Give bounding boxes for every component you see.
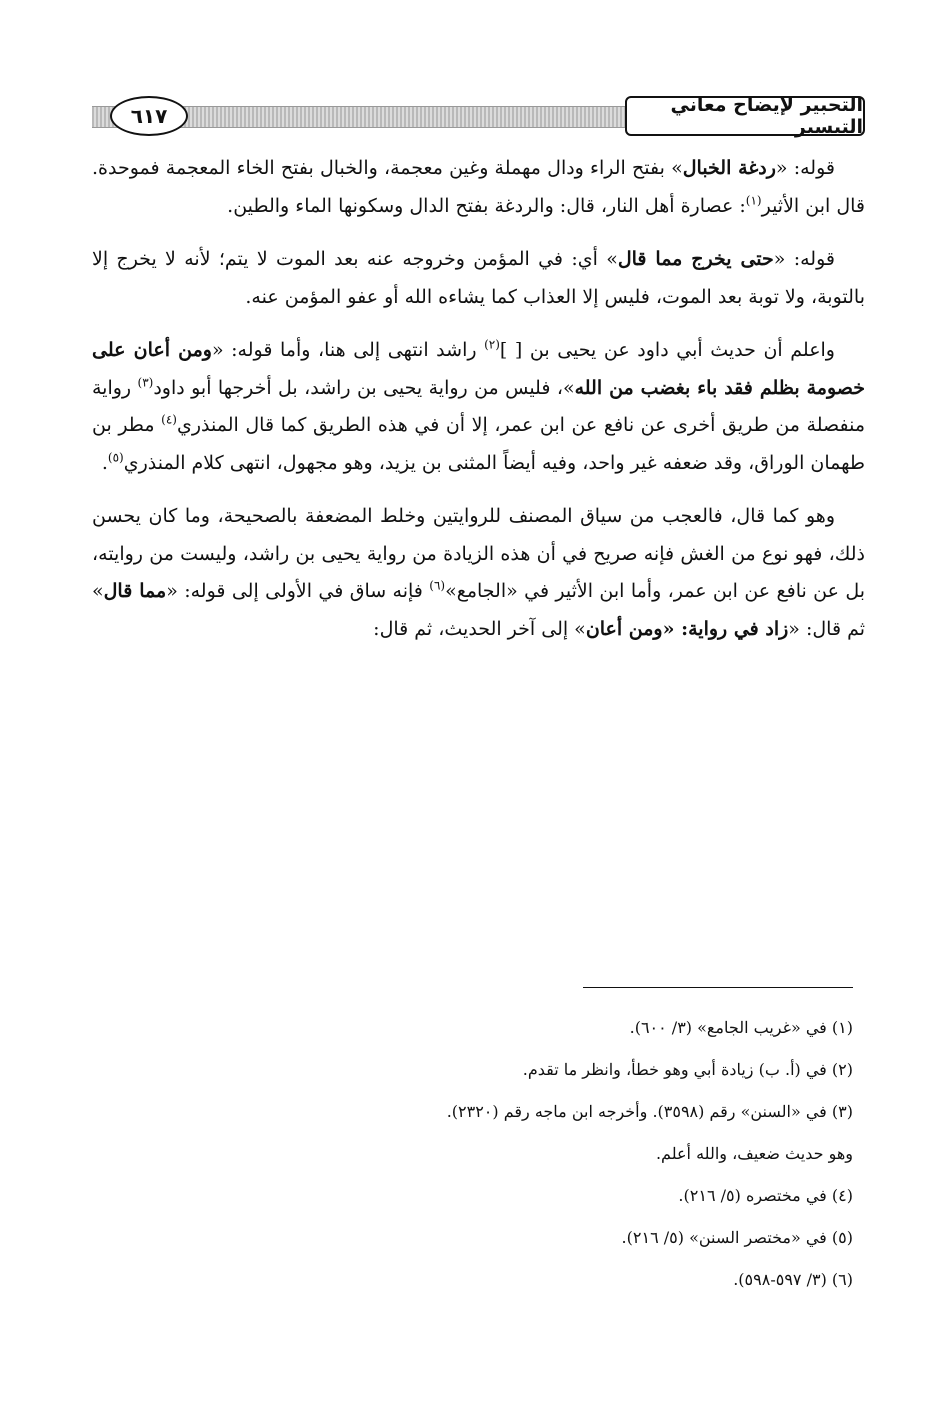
main-text	[92, 150, 865, 664]
footnote-ref: (٥)	[107, 450, 124, 465]
paragraph	[92, 150, 865, 225]
text-run: راشد انتهى إلى هنا، وأما قوله: «	[211, 339, 485, 361]
text-run: قوله: «	[775, 157, 835, 179]
footnote-ref: (٢)	[484, 337, 500, 352]
footnote-ref: (٣)	[137, 375, 154, 390]
text-run: » أي: في المؤمن وخروجه عنه بعد الموت لا يتم؛ لأنه لا يخرج إلا بالتوبة، ولا توبة بعد الموت، فليس إلا العذاب كما يشاءه الله أو عفو المؤمن عنه.	[92, 248, 865, 308]
text-run: رواية منفصلة من طريق أخرى عن نافع عن ابن عمر، إلا أن في هذه الطريق كما قال المنذري	[92, 376, 866, 436]
footnote-ref: (٦)	[429, 578, 446, 593]
quoted-hadith-text: ردغة الخبال	[682, 157, 776, 179]
footnote-ref: (٤)	[161, 412, 177, 427]
text-run: فإنه ساق في الأولى إلى قوله: «	[166, 580, 430, 602]
text-run: » بفتح الراء ودال مهملة وغين معجمة، والخبال بفتح الخاء المعجمة فموحدة. قال ابن الأثير	[92, 157, 865, 217]
footnote: وهو حديث ضعيف، والله أعلم.	[655, 1144, 853, 1163]
footnote: (٥) في «مختصر السنن» (٥/ ٢١٦).	[621, 1228, 853, 1247]
text-run: »، فليس من رواية يحيى بن راشد، بل أخرجها أبو داود	[153, 376, 575, 399]
footnote: (٦) (٣/ ٥٩٧-٥٩٨).	[733, 1270, 853, 1289]
quoted-hadith-text: حتى يخرج مما قال	[617, 248, 774, 270]
footnote: (٣) في «السنن» رقم (٣٥٩٨). وأخرجه ابن ماجه رقم (٢٣٢٠).	[446, 1102, 853, 1121]
footnote: (١) في «غريب الجامع» (٣/ ٦٠٠).	[629, 1018, 853, 1037]
text-run: : عصارة أهل النار، قال: والردغة بفتح الدال وسكونها الماء والطين.	[227, 194, 746, 217]
page-number: ٦١٧	[110, 96, 188, 136]
paragraph	[92, 241, 865, 316]
quoted-hadith-text: زاد في رواية: «ومن أعان	[585, 617, 789, 640]
text-run: وهو كما قال، فالعجب من سياق المصنف للروايتين وخلط المضعفة بالصحيحة، وما كان يحسن ذلك، فهو نوع من الغش فإنه صريح في أن هذه الزيادة من رواية يحيى بن راشد، وليست من روايته، بل عن نافع عن ابن عمر، وأما ابن الأثير في «الجامع»	[92, 505, 865, 602]
quoted-hadith-text: مما قال	[103, 580, 167, 602]
book-title: التحبير لإيضاح معاني التيسير	[625, 96, 865, 136]
quoted-hadith-text: ومن أعان على خصومة بظلم فقد باء بغضب من الله	[92, 339, 865, 399]
text-run: قوله: «	[773, 248, 835, 270]
paragraph	[92, 498, 865, 648]
paragraph	[92, 332, 865, 482]
text-run: واعلم أن حديث أبي داود عن يحيى بن [ ]	[499, 339, 835, 361]
running-header	[92, 94, 865, 142]
footnote-separator	[583, 987, 853, 988]
footnotes	[80, 1018, 853, 1312]
text-run: » إلى آخر الحديث، ثم قال:	[373, 617, 586, 640]
text-run: مطر بن طهمان الوراق، وقد ضعفه غير واحد، وفيه أيضاً المثنى بن يزيد، وهو مجهول، انتهى كلام المنذري	[92, 414, 865, 474]
text-run: » ثم قال: «	[92, 580, 865, 640]
text-run: .	[101, 451, 108, 474]
footnote-ref: (١)	[745, 193, 762, 208]
footnote: (٤) في مختصره (٥/ ٢١٦).	[678, 1186, 853, 1205]
footnote: (٢) في (أ. ب) زيادة أبي وهو خطأ، وانظر ما تقدم.	[522, 1060, 853, 1079]
